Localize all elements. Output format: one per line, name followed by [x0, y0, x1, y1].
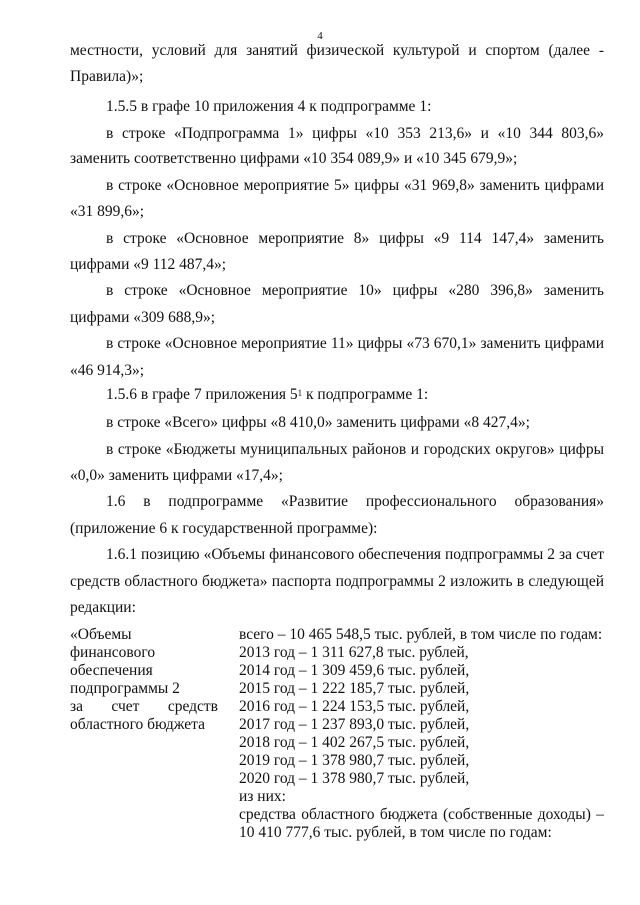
table-value-line: 2015 год – 1 222 185,7 тыс. рублей, [239, 680, 470, 697]
superscript: 1 [297, 388, 303, 398]
paragraph-line: «31 899,6»; [70, 203, 145, 220]
table-label-line: финансового [70, 644, 156, 661]
table-value-line: всего – 10 465 548,5 тыс. рублей, в том числе по годам: [239, 626, 603, 643]
table-value-line: 2019 год – 1 378 980,7 тыс. рублей, [239, 752, 470, 769]
table-label-line: за счет средств [70, 698, 218, 715]
line-part: к подпрограмме 1: [302, 386, 429, 403]
paragraph-line: в строке «Основное мероприятие 10» цифры «280 396,8» заменить [106, 282, 604, 299]
table-label-column [70, 626, 220, 734]
table-label-line: областного бюджета [70, 716, 205, 733]
table-value-line: 10 410 777,6 тыс. рублей, в том числе по годам: [239, 824, 552, 841]
paragraph-line: в строке «Всего» цифры «8 410,0» заменить цифрами «8 427,4»; [106, 414, 530, 431]
paragraph-line: 1.6 в подпрограмме «Развитие профессионального образования» [106, 493, 604, 510]
paragraph-line: 1.6.1 позицию «Объемы финансового обеспечения подпрограммы 2 за счет [106, 546, 604, 563]
table-label-line: «Объемы [70, 626, 132, 643]
paragraph-line: редакции: [70, 599, 136, 616]
table-value-line: 2020 год – 1 378 980,7 тыс. рублей, [239, 770, 470, 787]
paragraph-line: цифрами «309 688,9»; [70, 309, 216, 326]
paragraph-line: средств областного бюджета» паспорта подпрограммы 2 изложить в следующей [70, 573, 604, 590]
paragraph-line: 1.5.5 в графе 10 приложения 4 к подпрограмме 1: [106, 98, 432, 115]
table-value-line: 2016 год – 1 224 153,5 тыс. рублей, [239, 698, 470, 715]
paragraph-line: цифрами «9 112 487,4»; [70, 256, 227, 273]
page-number: 4 [317, 30, 323, 42]
paragraph-line [106, 386, 604, 404]
table-value-line: 2013 год – 1 311 627,8 тыс. рублей, [239, 644, 469, 661]
paragraph-line: в строке «Основное мероприятие 8» цифры «9 114 147,4» заменить [106, 230, 604, 247]
paragraph-line: в строке «Основное мероприятие 5» цифры «31 969,8» заменить цифрами [106, 177, 604, 194]
line-part: 1.5.6 в графе 7 приложения 5 [106, 386, 298, 403]
paragraph-line: «0,0» заменить цифрами «17,4»; [70, 467, 283, 484]
paragraph-line: «46 914,3»; [70, 362, 145, 379]
table-label-line: подпрограммы 2 [70, 680, 180, 697]
table-value-column [239, 626, 604, 842]
table-value-line: средства областного бюджета (собственные доходы) – [239, 806, 604, 823]
table-value-line: 2014 год – 1 309 459,6 тыс. рублей, [239, 662, 470, 679]
table-value-line: из них: [239, 788, 286, 805]
paragraph-line: Правила)»; [70, 68, 144, 85]
paragraph-line: заменить соответственно цифрами «10 354 089,9» и «10 345 679,9»; [70, 150, 518, 167]
table-value-line: 2018 год – 1 402 267,5 тыс. рублей, [239, 734, 470, 751]
paragraph-line: в строке «Основное мероприятие 11» цифры «73 670,1» заменить цифрами [106, 335, 604, 352]
table-label-line: обеспечения [70, 662, 153, 679]
paragraph-line: (приложение 6 к государственной программе): [70, 520, 378, 537]
paragraph-line: местности, условий для занятий физической культурой и спортом (далее - [70, 42, 604, 59]
table-value-line: 2017 год – 1 237 893,0 тыс. рублей, [239, 716, 470, 733]
paragraph-line: в строке «Подпрограмма 1» цифры «10 353 213,6» и «10 344 803,6» [106, 125, 604, 142]
paragraph-line: в строке «Бюджеты муниципальных районов и городских округов» цифры [106, 441, 604, 458]
